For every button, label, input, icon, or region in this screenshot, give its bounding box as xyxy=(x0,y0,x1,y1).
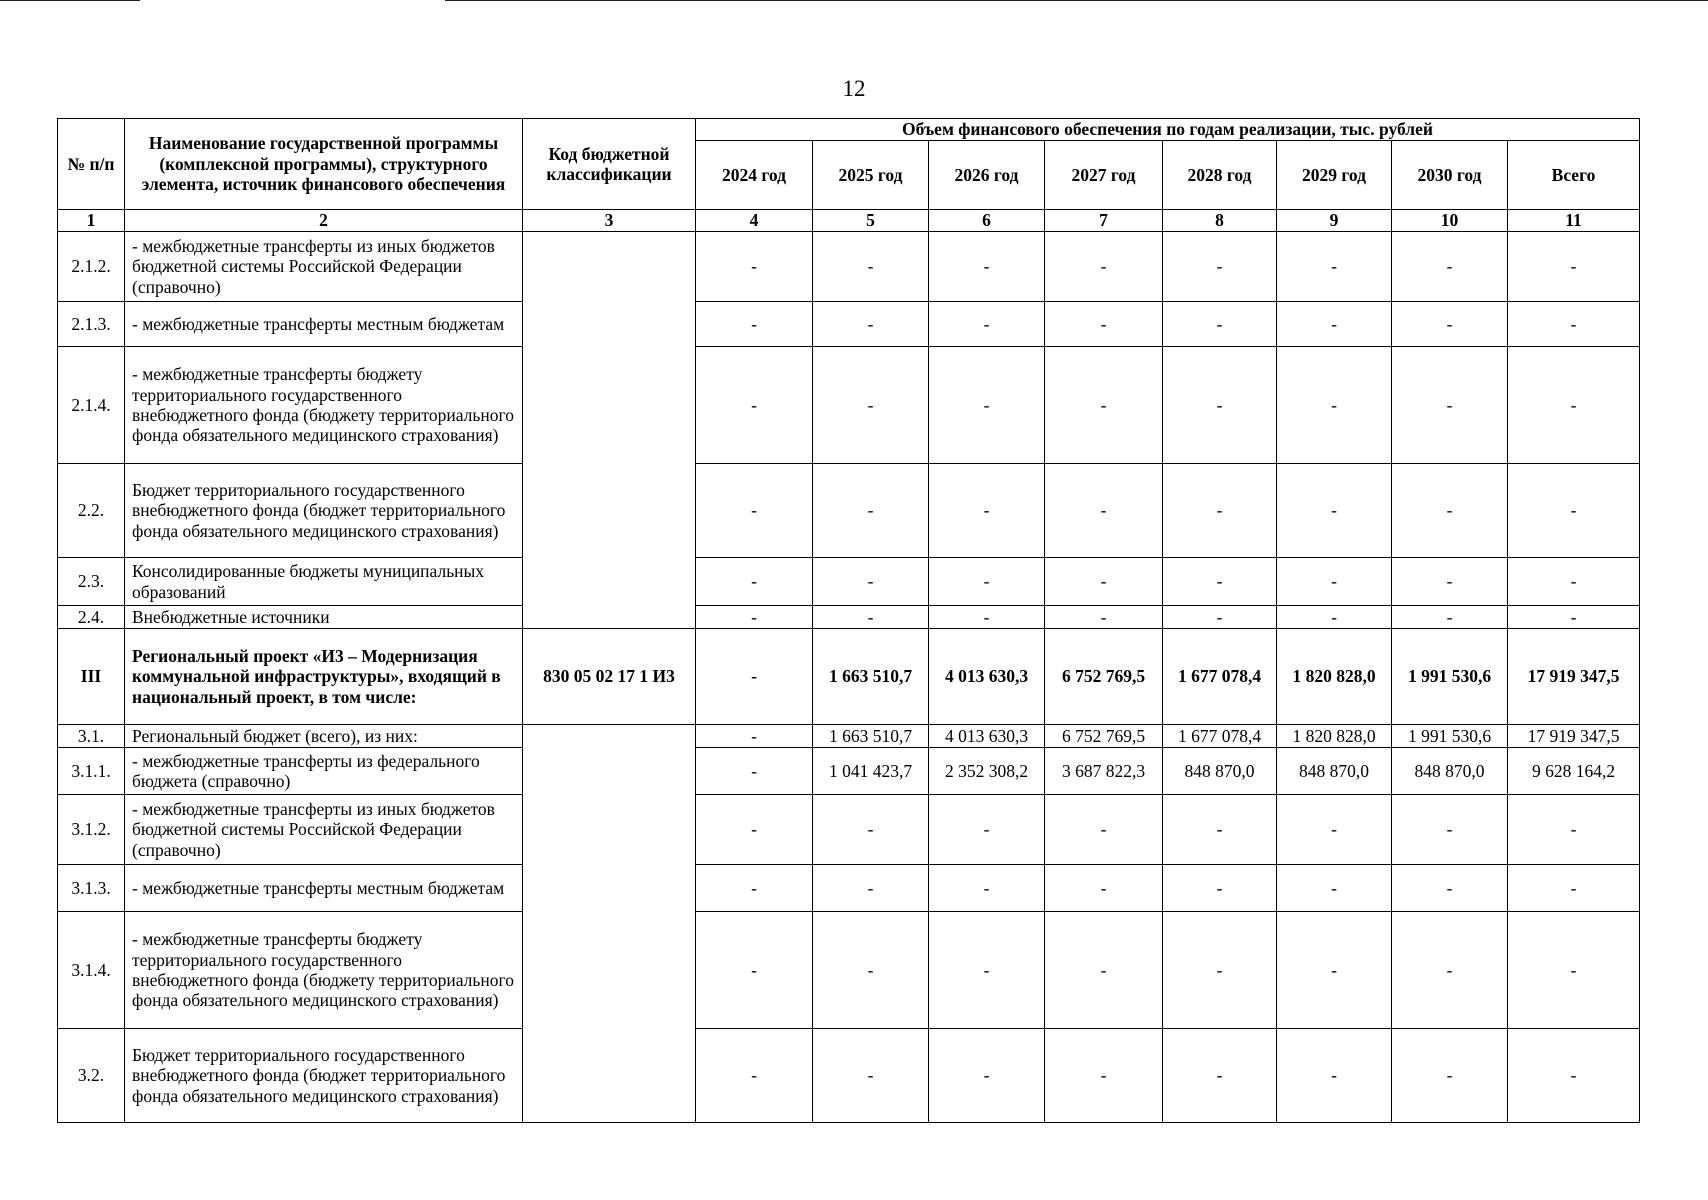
year-value: 848 870,0 xyxy=(1277,748,1392,795)
header-year: 2024 год xyxy=(696,141,813,210)
row-number: 3.2. xyxy=(58,1029,125,1123)
year-value: - xyxy=(696,865,813,912)
year-value: - xyxy=(696,1029,813,1123)
year-value: 3 687 822,3 xyxy=(1045,748,1163,795)
year-value: - xyxy=(929,232,1045,302)
year-value: - xyxy=(1163,865,1277,912)
year-value: - xyxy=(813,232,929,302)
table-row xyxy=(58,464,1640,558)
table-row xyxy=(58,606,1640,629)
year-value: - xyxy=(696,606,813,629)
header-year: 2029 год xyxy=(1277,141,1392,210)
year-value: - xyxy=(929,347,1045,464)
year-value: - xyxy=(929,606,1045,629)
year-value: 1 991 530,6 xyxy=(1392,725,1508,748)
header-row-1 xyxy=(58,119,1640,141)
year-value: - xyxy=(929,558,1045,606)
year-value: - xyxy=(696,725,813,748)
table-row xyxy=(58,302,1640,347)
row-total-value: 17 919 347,5 xyxy=(1508,629,1640,725)
row-number: 2.1.4. xyxy=(58,347,125,464)
budget-code xyxy=(523,725,696,1123)
year-value: 848 870,0 xyxy=(1163,748,1277,795)
year-value: - xyxy=(1163,347,1277,464)
header-year: 2028 год xyxy=(1163,141,1277,210)
year-value: - xyxy=(1163,1029,1277,1123)
year-value: - xyxy=(813,464,929,558)
year-value: - xyxy=(1163,302,1277,347)
column-index-row xyxy=(58,210,1640,232)
column-index: 5 xyxy=(813,210,929,232)
year-value: - xyxy=(1277,912,1392,1029)
year-value: 848 870,0 xyxy=(1392,748,1508,795)
year-value: 6 752 769,5 xyxy=(1045,725,1163,748)
row-total-value: - xyxy=(1508,606,1640,629)
year-value: - xyxy=(1277,558,1392,606)
year-value: - xyxy=(929,795,1045,865)
header-num: № п/п xyxy=(58,119,125,210)
year-value: 1 677 078,4 xyxy=(1163,629,1277,725)
year-value: - xyxy=(929,464,1045,558)
year-value: - xyxy=(929,865,1045,912)
year-value: - xyxy=(1392,795,1508,865)
row-name: - межбюджетные трансферты из иных бюджетов бюджетной системы Российской Федерации (справочно) xyxy=(125,795,523,865)
year-value: - xyxy=(1163,558,1277,606)
year-value: 1 991 530,6 xyxy=(1392,629,1508,725)
year-value: - xyxy=(1277,795,1392,865)
year-value: - xyxy=(813,1029,929,1123)
header-code: Код бюджетной классификации xyxy=(523,119,696,210)
table-row xyxy=(58,795,1640,865)
year-value: - xyxy=(1163,232,1277,302)
row-total-value: - xyxy=(1508,464,1640,558)
year-value: - xyxy=(696,302,813,347)
row-number: 2.3. xyxy=(58,558,125,606)
budget-code: 830 05 02 17 1 И3 xyxy=(523,629,696,725)
budget-code xyxy=(523,232,696,629)
year-value: - xyxy=(1277,232,1392,302)
year-value: - xyxy=(813,558,929,606)
year-value: 1 663 510,7 xyxy=(813,725,929,748)
year-value: - xyxy=(1277,347,1392,464)
row-total-value: - xyxy=(1508,558,1640,606)
year-value: - xyxy=(1392,865,1508,912)
row-number: 2.1.3. xyxy=(58,302,125,347)
header-year: 2030 год xyxy=(1392,141,1508,210)
year-value: - xyxy=(813,865,929,912)
row-total-value: - xyxy=(1508,1029,1640,1123)
row-total-value: - xyxy=(1508,912,1640,1029)
table-row xyxy=(58,558,1640,606)
column-index: 4 xyxy=(696,210,813,232)
column-index: 10 xyxy=(1392,210,1508,232)
row-total-value: - xyxy=(1508,795,1640,865)
year-value: - xyxy=(696,232,813,302)
table-row xyxy=(58,347,1640,464)
year-value: 1 820 828,0 xyxy=(1277,725,1392,748)
year-value: - xyxy=(1163,464,1277,558)
year-value: - xyxy=(813,795,929,865)
table-row xyxy=(58,912,1640,1029)
table-row xyxy=(58,865,1640,912)
row-total-value: - xyxy=(1508,302,1640,347)
row-total-value: - xyxy=(1508,232,1640,302)
financing-table xyxy=(57,118,1640,1123)
header-volume-title: Объем финансового обеспечения по годам реализации, тыс. рублей xyxy=(696,119,1640,141)
year-value: 1 677 078,4 xyxy=(1163,725,1277,748)
column-index: 1 xyxy=(58,210,125,232)
year-value: - xyxy=(696,912,813,1029)
row-total-value: 9 628 164,2 xyxy=(1508,748,1640,795)
year-value: - xyxy=(1392,606,1508,629)
column-index: 2 xyxy=(125,210,523,232)
year-value: 4 013 630,3 xyxy=(929,629,1045,725)
table-row xyxy=(58,748,1640,795)
row-number: 2.1.2. xyxy=(58,232,125,302)
year-value: - xyxy=(696,748,813,795)
row-name: - межбюджетные трансферты местным бюджетам xyxy=(125,302,523,347)
row-name: - межбюджетные трансферты из иных бюджетов бюджетной системы Российской Федерации (справочно) xyxy=(125,232,523,302)
year-value: - xyxy=(1163,912,1277,1029)
row-name: - межбюджетные трансферты местным бюджетам xyxy=(125,865,523,912)
header-name: Наименование государственной программы (комплексной программы), структурного элемента, источник финансового обеспечения xyxy=(125,119,523,210)
year-value: 4 013 630,3 xyxy=(929,725,1045,748)
row-total-value: 17 919 347,5 xyxy=(1508,725,1640,748)
row-name: Региональный бюджет (всего), из них: xyxy=(125,725,523,748)
year-value: - xyxy=(1045,464,1163,558)
year-value: - xyxy=(1163,795,1277,865)
year-value: - xyxy=(1277,606,1392,629)
year-value: - xyxy=(1277,302,1392,347)
table-row xyxy=(58,629,1640,725)
year-value: - xyxy=(1392,558,1508,606)
header-total: Всего xyxy=(1508,141,1640,210)
year-value: 1 663 510,7 xyxy=(813,629,929,725)
column-index: 11 xyxy=(1508,210,1640,232)
row-number: 3.1.4. xyxy=(58,912,125,1029)
row-number: III xyxy=(58,629,125,725)
year-value: - xyxy=(696,464,813,558)
year-value: - xyxy=(1045,302,1163,347)
year-value: - xyxy=(1045,347,1163,464)
scan-edge-line xyxy=(0,0,140,1)
row-name: - межбюджетные трансферты бюджету территориального государственного внебюджетного фонда (бюджету территориального фонда обязательного медицинского страхования) xyxy=(125,347,523,464)
row-name: - межбюджетные трансферты из федерального бюджета (справочно) xyxy=(125,748,523,795)
table-row xyxy=(58,232,1640,302)
year-value: - xyxy=(1392,347,1508,464)
year-value: 1 041 423,7 xyxy=(813,748,929,795)
table-row xyxy=(58,725,1640,748)
scan-edge-line xyxy=(445,0,1708,1)
year-value: - xyxy=(1045,558,1163,606)
year-value: - xyxy=(813,606,929,629)
header-year: 2026 год xyxy=(929,141,1045,210)
year-value: - xyxy=(813,912,929,1029)
year-value: - xyxy=(1392,302,1508,347)
year-value: - xyxy=(1277,1029,1392,1123)
year-value: - xyxy=(696,795,813,865)
year-value: - xyxy=(1277,464,1392,558)
year-value: - xyxy=(1277,865,1392,912)
year-value: - xyxy=(1045,795,1163,865)
year-value: 2 352 308,2 xyxy=(929,748,1045,795)
row-name: - межбюджетные трансферты бюджету территориального государственного внебюджетного фонда (бюджету территориального фонда обязательного медицинского страхования) xyxy=(125,912,523,1029)
year-value: - xyxy=(929,1029,1045,1123)
year-value: - xyxy=(1392,1029,1508,1123)
row-name: Бюджет территориального государственного внебюджетного фонда (бюджет территориального фонда обязательного медицинского страхования) xyxy=(125,1029,523,1123)
row-number: 3.1. xyxy=(58,725,125,748)
header-year: 2027 год xyxy=(1045,141,1163,210)
column-index: 3 xyxy=(523,210,696,232)
row-number: 2.2. xyxy=(58,464,125,558)
table-row xyxy=(58,1029,1640,1123)
year-value: - xyxy=(1045,912,1163,1029)
row-number: 3.1.2. xyxy=(58,795,125,865)
year-value: - xyxy=(1392,912,1508,1029)
year-value: - xyxy=(929,302,1045,347)
row-number: 3.1.1. xyxy=(58,748,125,795)
year-value: - xyxy=(813,347,929,464)
page-number: 12 xyxy=(842,76,866,101)
year-value: - xyxy=(1392,464,1508,558)
year-value: - xyxy=(1045,606,1163,629)
year-value: - xyxy=(696,347,813,464)
year-value: - xyxy=(1045,232,1163,302)
header-year: 2025 год xyxy=(813,141,929,210)
row-name: Региональный проект «И3 – Модернизация коммунальной инфраструктуры», входящий в национальный проект, в том числе: xyxy=(125,629,523,725)
year-value: - xyxy=(1045,1029,1163,1123)
row-name: Бюджет территориального государственного внебюджетного фонда (бюджет территориального фонда обязательного медицинского страхования) xyxy=(125,464,523,558)
year-value: 6 752 769,5 xyxy=(1045,629,1163,725)
column-index: 6 xyxy=(929,210,1045,232)
column-index: 9 xyxy=(1277,210,1392,232)
row-total-value: - xyxy=(1508,865,1640,912)
year-value: - xyxy=(1045,865,1163,912)
year-value: - xyxy=(1392,232,1508,302)
year-value: - xyxy=(696,629,813,725)
row-name: Внебюджетные источники xyxy=(125,606,523,629)
row-total-value: - xyxy=(1508,347,1640,464)
year-value: - xyxy=(929,912,1045,1029)
year-value: - xyxy=(1163,606,1277,629)
column-index: 8 xyxy=(1163,210,1277,232)
row-number: 2.4. xyxy=(58,606,125,629)
row-number: 3.1.3. xyxy=(58,865,125,912)
year-value: - xyxy=(813,302,929,347)
column-index: 7 xyxy=(1045,210,1163,232)
year-value: - xyxy=(696,558,813,606)
year-value: 1 820 828,0 xyxy=(1277,629,1392,725)
row-name: Консолидированные бюджеты муниципальных образований xyxy=(125,558,523,606)
